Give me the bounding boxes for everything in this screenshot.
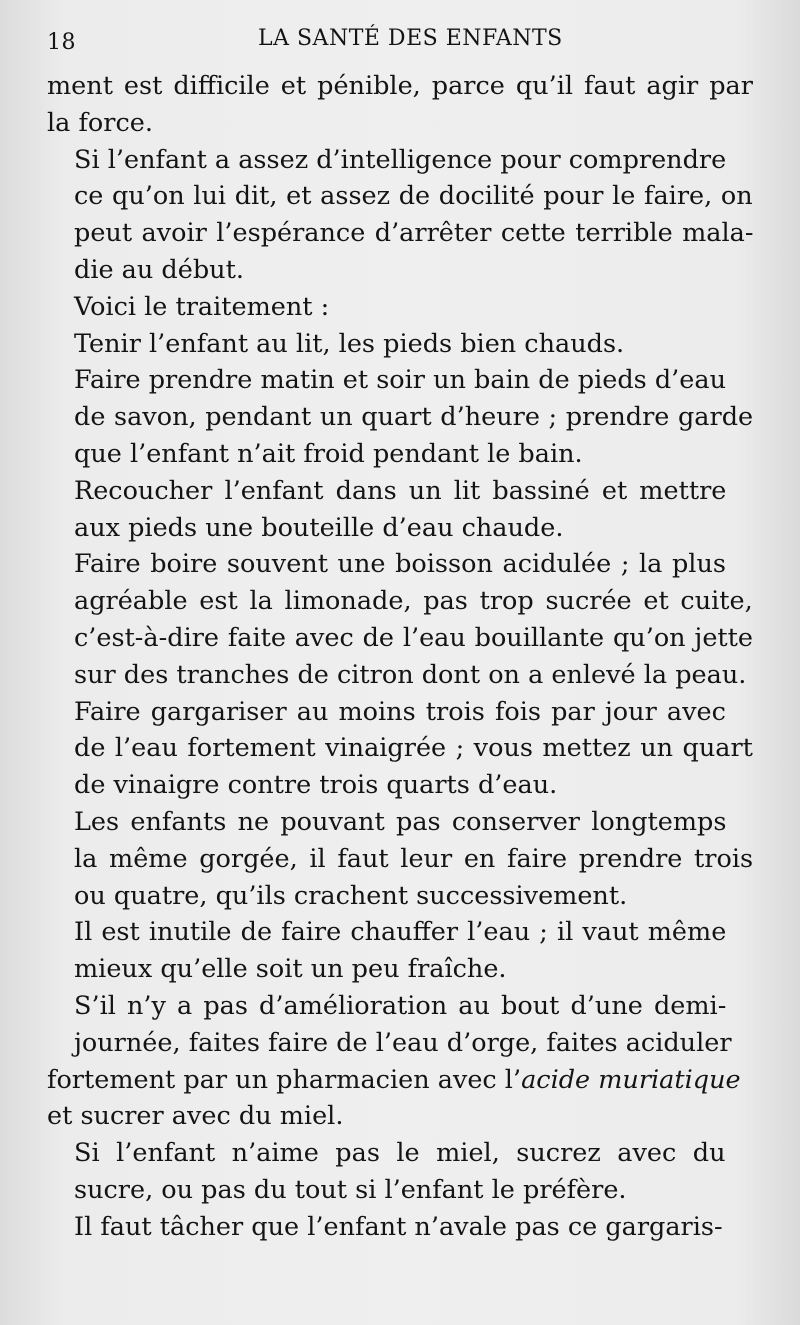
text-line: la même gorgée, il faut leur en faire prendre trois bbox=[74, 843, 754, 874]
paragraph bbox=[47, 142, 753, 289]
italic-term: acide muriatique bbox=[521, 1064, 741, 1095]
text-line: Il faut tâcher que l’enfant n’avale pas ce gargaris- bbox=[74, 1211, 723, 1242]
paragraph bbox=[47, 804, 753, 914]
text-line: ou quatre, qu’ils crachent successivement. bbox=[74, 880, 628, 911]
text-line: aux pieds une bouteille d’eau chaude. bbox=[74, 512, 564, 543]
text-line: agréable est la limonade, pas trop sucrée et cuite, bbox=[74, 586, 753, 617]
text-line: Si l’enfant n’aime pas le miel, sucrez avec du bbox=[74, 1138, 726, 1169]
paragraph bbox=[47, 362, 753, 472]
paragraph bbox=[47, 694, 753, 804]
text-line: peut avoir l’espérance d’arrêter cette terrible mala- bbox=[74, 218, 754, 249]
paragraph bbox=[47, 68, 753, 142]
text-line: sucre, ou pas du tout si l’enfant le préfère. bbox=[74, 1174, 627, 1205]
text-line: ment est difficile et pénible, parce qu’il faut agir par bbox=[47, 71, 753, 101]
text-run: fortement par un pharmacien avec l’ bbox=[47, 1064, 522, 1095]
text-line: Tenir l’enfant au lit, les pieds bien chauds. bbox=[74, 328, 625, 359]
text-line: Faire gargariser au moins trois fois par jour avec bbox=[74, 696, 726, 727]
text-line: Faire boire souvent une boisson acidulée ; la plus bbox=[74, 549, 726, 580]
text-line: de vinaigre contre trois quarts d’eau. bbox=[74, 770, 558, 801]
text-line: Voici le traitement : bbox=[74, 291, 330, 322]
text-line: Si l’enfant a assez d’intelligence pour comprendre bbox=[74, 144, 727, 175]
text-line bbox=[47, 1062, 753, 1099]
text-line: Il est inutile de faire chauffer l’eau ; il vaut même bbox=[74, 917, 727, 948]
running-title: LA SANTÉ DES ENFANTS bbox=[258, 26, 563, 51]
paragraph bbox=[47, 914, 753, 988]
text-line: de savon, pendant un quart d’heure ; prendre garde bbox=[74, 402, 754, 433]
text-line: que l’enfant n’ait froid pendant le bain. bbox=[74, 438, 583, 469]
text-line: journée, faites faire de l’eau d’orge, faites aciduler bbox=[74, 1027, 732, 1058]
paragraph bbox=[47, 1135, 753, 1209]
text-line: S’il n’y a pas d’amélioration au bout d’une demi- bbox=[74, 990, 727, 1021]
text-line: Les enfants ne pouvant pas conserver longtemps bbox=[74, 806, 727, 837]
text-line: mieux qu’elle soit un peu fraîche. bbox=[74, 954, 507, 985]
body-text bbox=[47, 68, 753, 1246]
paragraph bbox=[47, 1098, 753, 1135]
page-header bbox=[47, 24, 770, 60]
paragraph bbox=[47, 473, 753, 547]
text-line: die au début. bbox=[74, 254, 244, 285]
paragraph bbox=[47, 326, 753, 363]
text-line: Faire prendre matin et soir un bain de pieds d’eau bbox=[74, 365, 727, 396]
text-line: et sucrer avec du miel. bbox=[47, 1101, 344, 1132]
paragraph bbox=[47, 988, 753, 1062]
text-line: ce qu’on lui dit, et assez de docilité pour le faire, on bbox=[74, 181, 753, 212]
paragraph bbox=[47, 1209, 753, 1246]
paragraph bbox=[47, 546, 753, 693]
text-line: de l’eau fortement vinaigrée ; vous mettez un quart bbox=[74, 733, 753, 764]
page-number: 18 bbox=[47, 30, 76, 55]
text-line: sur des tranches de citron dont on a enlevé la peau. bbox=[74, 659, 747, 690]
paragraph bbox=[47, 1062, 753, 1099]
text-line: Recoucher l’enfant dans un lit bassiné et mettre bbox=[74, 475, 727, 506]
text-line: la force. bbox=[47, 107, 153, 138]
paragraph bbox=[47, 289, 753, 326]
text-line: c’est-à-dire faite avec de l’eau bouillante qu’on jette bbox=[74, 622, 753, 653]
